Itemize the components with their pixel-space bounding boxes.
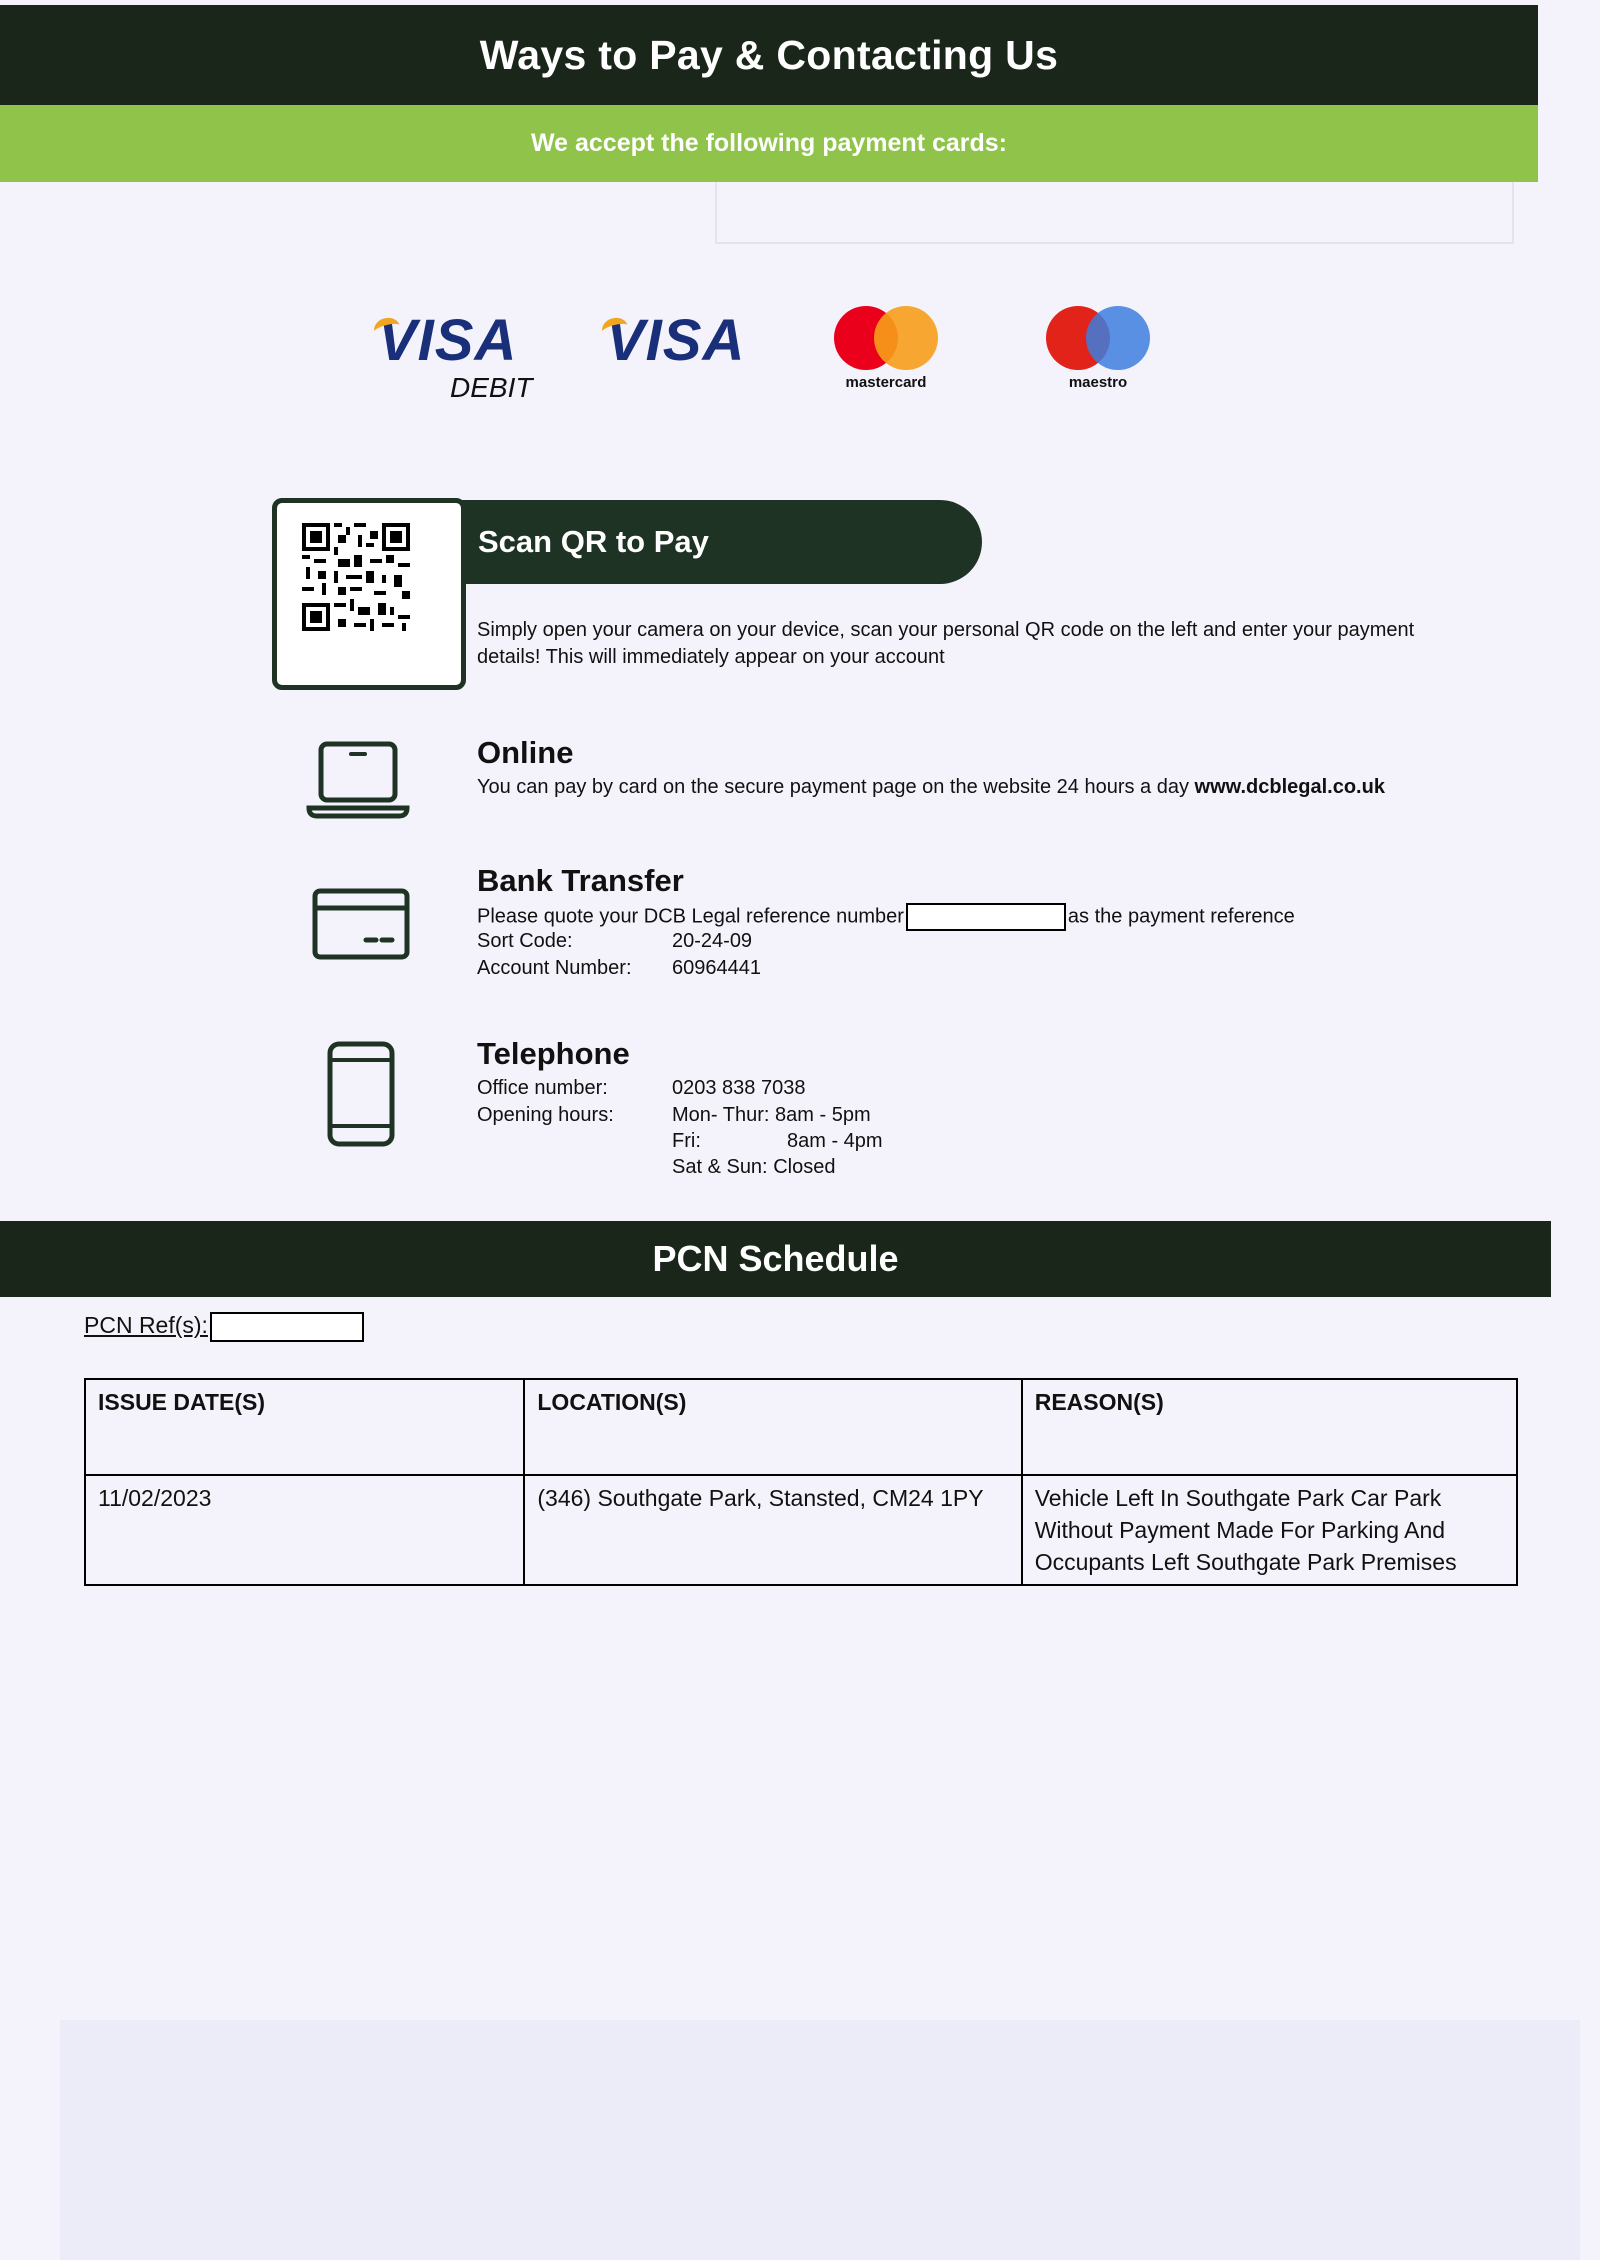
column-header-issue-date: ISSUE DATE(S)	[85, 1379, 524, 1475]
laptop-icon	[306, 740, 410, 820]
account-number-label: Account Number:	[477, 957, 632, 979]
account-number-row	[477, 957, 761, 980]
online-title: Online	[477, 735, 574, 770]
page-title: Ways to Pay & Contacting Us	[479, 31, 1059, 78]
visa-debit-wordmark: VISA	[378, 308, 518, 373]
visa-debit-sublabel: DEBIT	[450, 372, 533, 403]
visa-logo	[606, 308, 746, 373]
pcn-ref-row	[84, 1312, 364, 1342]
scan-qr-description: Simply open your camera on your device, scan your personal QR code on the left and enter your payment details! This will immediately appear on your account	[477, 619, 1415, 668]
sort-code-label: Sort Code:	[477, 930, 573, 952]
sort-code-value: 20-24-09	[672, 930, 753, 952]
office-number-row	[477, 1077, 805, 1100]
bank-transfer-title: Bank Transfer	[477, 863, 684, 898]
table-row	[85, 1475, 1517, 1585]
mobile-phone-icon	[326, 1040, 396, 1148]
pcn-schedule-table	[84, 1378, 1518, 1586]
online-text	[477, 776, 1385, 799]
location-cell: (346) Southgate Park, Stansted, CM24 1PY	[524, 1475, 1021, 1585]
qr-code-frame	[272, 498, 466, 690]
pcn-schedule-header	[0, 1221, 1551, 1297]
maestro-logo	[1046, 306, 1150, 391]
mastercard-logo	[834, 306, 938, 391]
account-number-value: 60964441	[672, 957, 761, 979]
telephone-title: Telephone	[477, 1036, 630, 1071]
ways-to-pay-header	[0, 5, 1538, 105]
website-link[interactable]: www.dcblegal.co.uk	[1194, 776, 1385, 798]
opening-hours-fri-row	[672, 1130, 883, 1153]
hours-days-fri: Fri:	[672, 1130, 701, 1152]
hours-time-mon-thur: 8am - 5pm	[775, 1104, 871, 1126]
visa-debit-logo	[378, 308, 533, 404]
pcn-ref-label: PCN Ref(s):	[84, 1312, 208, 1339]
pcn-schedule-title: PCN Schedule	[652, 1238, 899, 1279]
scan-qr-title-bar	[462, 500, 982, 584]
visa-wordmark: VISA	[606, 308, 746, 373]
mastercard-wordmark: mastercard	[845, 374, 927, 391]
online-description: You can pay by card on the secure payment page on the website 24 hours a day	[477, 776, 1195, 798]
bank-reference-text-before: Please quote your DCB Legal reference number	[477, 905, 904, 928]
qr-code-icon[interactable]	[302, 523, 410, 631]
opening-hours-weekend-row	[672, 1156, 835, 1179]
maestro-wordmark: maestro	[1068, 374, 1128, 391]
opening-hours-row	[477, 1104, 871, 1127]
office-number-label: Office number:	[477, 1077, 608, 1099]
payment-cards-caption: We accept the following payment cards:	[530, 129, 1008, 157]
column-header-location: LOCATION(S)	[524, 1379, 1021, 1475]
column-header-reason: REASON(S)	[1022, 1379, 1517, 1475]
reference-number-box	[906, 903, 1066, 931]
payment-cards-banner	[0, 105, 1538, 182]
hours-days-mon-thur: Mon- Thur:	[672, 1104, 770, 1126]
scan-qr-title: Scan QR to Pay	[478, 524, 709, 559]
issue-date-cell: 11/02/2023	[85, 1475, 524, 1585]
pcn-ref-box	[210, 1312, 364, 1342]
reason-cell: Vehicle Left In Southgate Park Car Park Without Payment Made For Parking And Occupants Left Southgate Park Premises	[1022, 1475, 1517, 1585]
hours-days-weekend: Sat & Sun:	[672, 1156, 768, 1178]
bank-reference-text-after: as the payment reference	[1067, 905, 1295, 928]
bank-card-icon	[312, 888, 410, 960]
hours-time-fri: 8am - 4pm	[787, 1130, 883, 1152]
opening-hours-label: Opening hours:	[477, 1104, 614, 1126]
sort-code-row	[477, 930, 752, 953]
bank-reference-instruction	[477, 903, 1295, 931]
office-number-value[interactable]: 0203 838 7038	[672, 1077, 806, 1099]
table-header-row	[85, 1379, 1517, 1475]
hours-time-weekend: Closed	[773, 1156, 836, 1178]
